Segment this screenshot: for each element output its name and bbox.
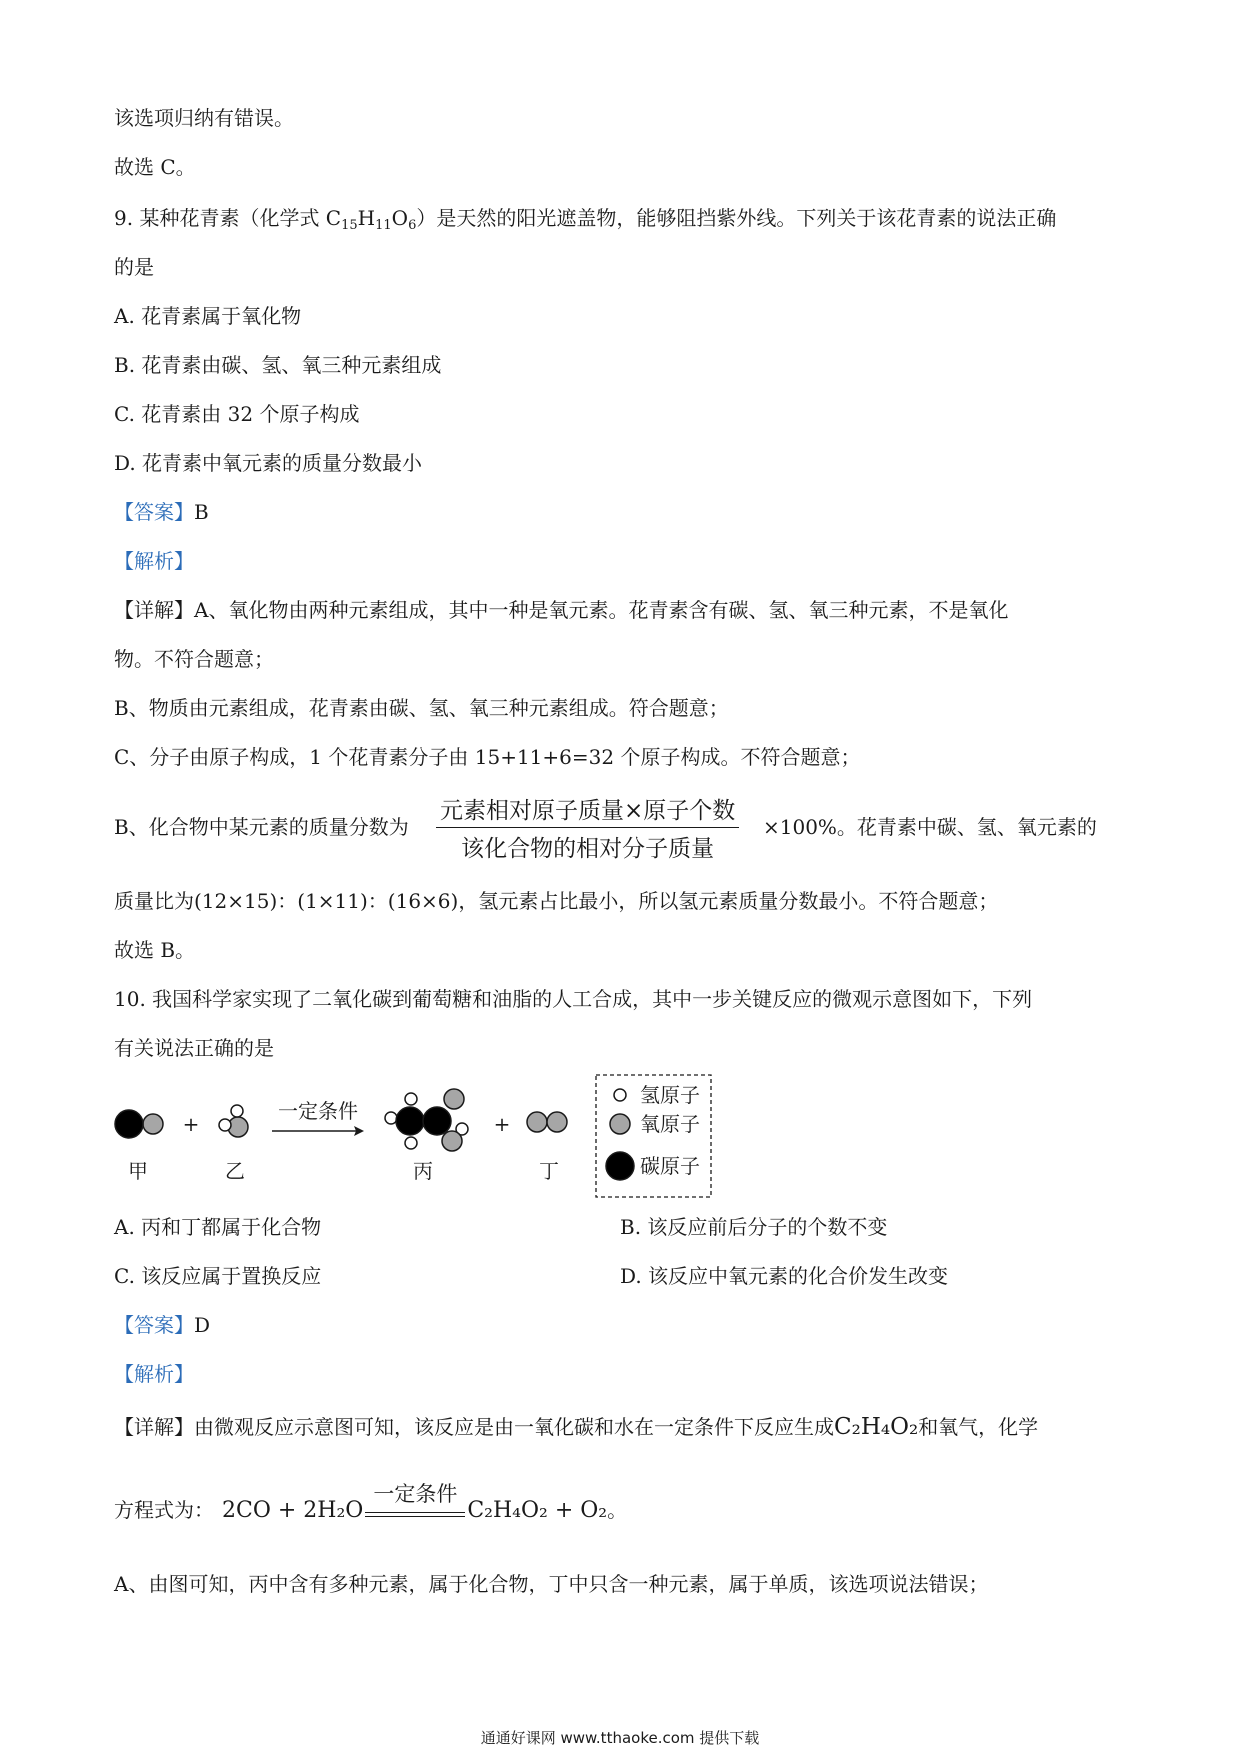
molecule-bing [385,1089,468,1151]
q10-option-b: B. 该反应前后分子的个数不变 [620,1215,888,1239]
q10-answer: 【答案】D [114,1313,211,1337]
product-formula: C₂H₄O₂ [834,1414,919,1440]
mass-fraction-formula [436,792,739,863]
equation-rhs: C₂H₄O₂ + O₂ [467,1498,608,1523]
q9-stem-line-2: 的是 [114,255,154,279]
o-atom [444,1089,464,1109]
prev-line-2: 故选 C。 [114,155,196,179]
legend-oxygen-icon [610,1114,630,1134]
q9-detail-a-2: 物。不符合题意； [114,647,274,671]
h-atom [405,1137,417,1149]
q10-option-a: A. 丙和丁都属于化合物 [114,1215,322,1239]
page-footer[interactable]: 通通好课网 www.tthaoke.com 提供下载 [480,1729,760,1747]
c-atom [396,1107,424,1135]
q9-detail-d-2: 质量比为(12×15)：(1×11)：(16×6)，氢元素占比最小，所以氢元素质量分数最小。不符合题意； [114,889,999,913]
arrow-head [354,1126,364,1136]
q10-stem-line-1: 10. 我国科学家实现了二氧化碳到葡萄糖和油脂的人工合成，其中一步关键反应的微观示意图如下，下列 [114,987,1033,1011]
q10-detail-a: A、由图可知，丙中含有多种元素，属于化合物，丁中只含一种元素，属于单质，该选项说法错误； [114,1572,989,1596]
h-atom [405,1093,417,1105]
q10-detail-1: 【详解】由微观反应示意图可知，该反应是由一氧化碳和水在一定条件下反应生成C₂H₄O₂和氧气，化学 [114,1414,1039,1440]
q9-option-d: D. 花青素中氧元素的质量分数最小 [114,451,423,475]
q9-option-c: C. 花青素由 32 个原子构成 [114,402,360,426]
label-ding: 丁 [539,1159,559,1183]
molecule-jia [115,1110,163,1138]
q9-answer: 【答案】B [114,500,209,524]
o-atom [527,1112,547,1132]
q10-equation: 方程式为： 2CO + 2H₂O 一定条件 C₂H₄O₂ + O₂。 [114,1482,628,1523]
q10-option-c: C. 该反应属于置换反应 [114,1264,322,1288]
q9-detail-b: B、物质由元素组成，花青素由碳、氢、氧三种元素组成。符合题意； [114,696,729,720]
plus-sign-1: + [182,1112,200,1136]
h-atom [219,1119,231,1131]
legend [596,1075,711,1197]
o-atom [228,1117,248,1137]
label-yi: 乙 [225,1159,245,1183]
q10-analysis-tag: 【解析】 [114,1362,194,1386]
molecule-yi [219,1105,248,1137]
prev-line-1: 该选项归纳有错误。 [114,106,294,130]
c-atom [115,1110,143,1138]
legend-oxygen-label: 氧原子 [640,1112,700,1136]
q9-analysis-tag: 【解析】 [114,549,194,573]
fraction-denominator: 该化合物的相对分子质量 [461,836,715,862]
c-atom [423,1107,451,1135]
arrow-label: 一定条件 [278,1099,358,1123]
h-atom [385,1112,397,1124]
label-jia: 甲 [128,1159,148,1183]
q9-option-b: B. 花青素由碳、氢、氧三种元素组成 [114,353,442,377]
q10-option-d: D. 该反应中氧元素的化合价发生改变 [620,1264,949,1288]
legend-carbon-icon [606,1152,634,1180]
h-atom [231,1105,243,1117]
q9-detail-a-1: 【详解】A、氧化物由两种元素组成，其中一种是氧元素。花青素含有碳、氢、氧三种元素，不是氧化 [114,598,1009,622]
plus-sign-2: + [493,1112,511,1136]
molecule-ding [527,1112,567,1132]
formula-c: C [325,206,342,230]
q10-stem-line-2: 有关说法正确的是 [114,1036,274,1060]
legend-hydrogen-label: 氢原子 [640,1083,700,1107]
equation-condition: 一定条件 [365,1503,465,1517]
label-bing: 丙 [413,1159,433,1183]
q9-conclusion: 故选 B。 [114,938,196,962]
h-atom [456,1123,468,1135]
fraction-numerator: 元素相对原子质量×原子个数 [436,792,739,828]
equation-lhs: 2CO + 2H₂O [222,1498,364,1523]
o-atom [547,1112,567,1132]
o-atom [442,1131,462,1151]
q9-detail-d-pre: B、化合物中某元素的质量分数为 [114,815,409,839]
o-atom [143,1114,163,1134]
q9-detail-c: C、分子由原子构成，1 个花青素分子由 15+11+6=32 个原子构成。不符合题意； [114,745,861,769]
q9-option-a: A. 花青素属于氧化物 [114,304,302,328]
q9-detail-d-post: ×100%。花青素中碳、氢、氧元素的 [763,815,1097,839]
legend-hydrogen-icon [614,1089,626,1101]
legend-box [596,1075,711,1197]
q9-stem-line-1: 9. 某种花青素（化学式 $C_{15}H_{11}O_6$）是天然的阳光遮盖物，能够阻挡紫外线。下列关于该花青素的说法正确 [114,206,1057,233]
legend-carbon-label: 碳原子 [640,1154,700,1178]
